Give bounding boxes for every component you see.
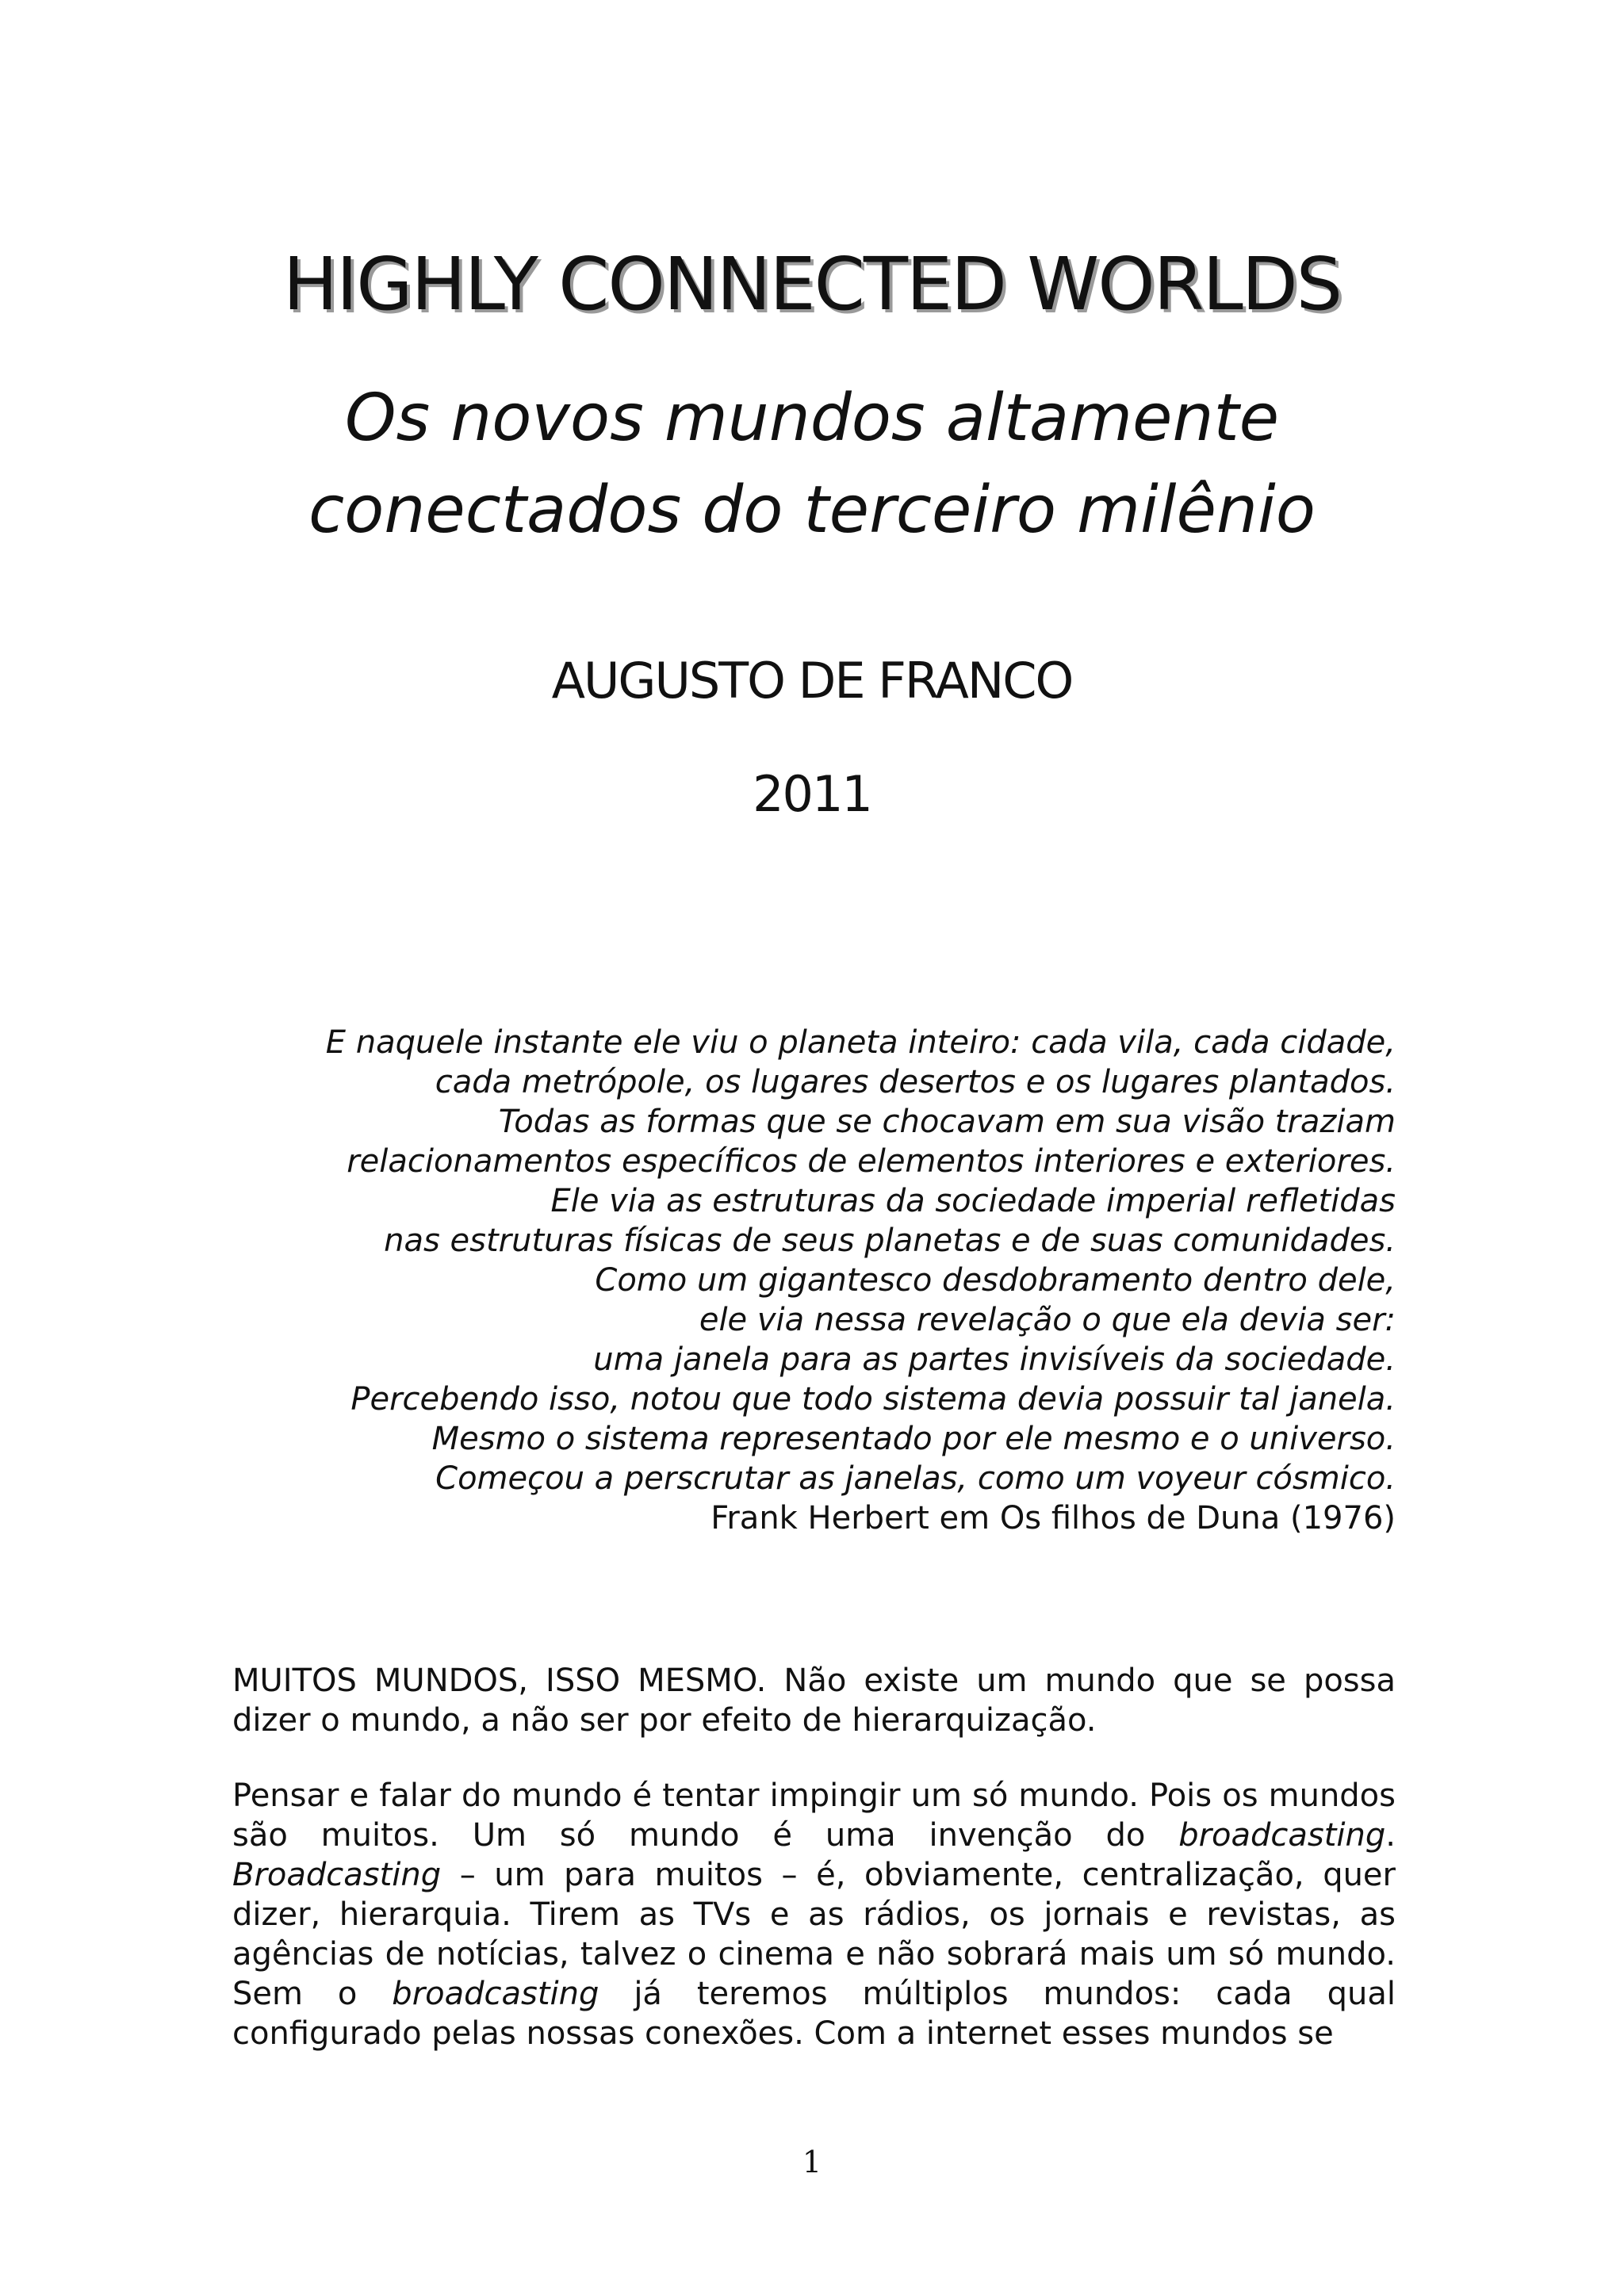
epigraph-line: Percebendo isso, notou que todo sistema devia possuir tal janela.: [350, 1381, 1396, 1418]
epigraph-line: ele via nessa revelação o que ela devia ser:: [699, 1302, 1396, 1338]
emphasis-broadcasting: Broadcasting: [232, 1857, 442, 1893]
epigraph: [230, 1023, 1396, 1538]
epigraph-line: Como um gigantesco desdobramento dentro dele,: [595, 1262, 1396, 1299]
paragraph-text: já teremos múltiplos mundos: cada qual configurado pelas nossas conexões. Com a internet esses mundos se: [232, 1976, 1396, 2052]
publication-year: 2011: [753, 765, 871, 823]
epigraph-line: Todas as formas que se chocavam em sua visão traziam: [498, 1104, 1396, 1140]
paragraph-text: .: [1385, 1817, 1396, 1854]
paragraph-text: – um para muitos – é, obviamente, centralização, quer dizer, hierarquia. Tirem as TVs e as rádios, os jornais e revistas, as agências de notícias, talvez o cinema e não sobrará mais um só mundo. Sem o: [232, 1857, 1396, 2012]
epigraph-attribution: Frank Herbert em Os filhos de Duna (1976): [710, 1500, 1396, 1536]
epigraph-line: relacionamentos específicos de elementos interiores e exteriores.: [347, 1143, 1396, 1180]
paragraph-text: Pensar e falar do mundo é tentar impingir um só mundo. Pois os mundos são muitos. Um só mundo é uma invenção do: [232, 1777, 1396, 1854]
epigraph-line: uma janela para as partes invisíveis da sociedade.: [593, 1341, 1396, 1378]
body-paragraph-1: MUITOS MUNDOS, ISSO MESMO. Não existe um mundo que se possa dizer o mundo, a não ser por efeito de hierarquização.: [232, 1663, 1396, 1739]
subtitle-line-2: conectados do terceiro milênio: [308, 473, 1316, 548]
subtitle-line-1: Os novos mundos altamente: [344, 381, 1280, 456]
emphasis-broadcasting: broadcasting: [392, 1976, 599, 2012]
epigraph-line: Ele via as estruturas da sociedade imperial refletidas: [550, 1183, 1396, 1219]
document-subtitle: [0, 373, 1624, 557]
epigraph-line: Começou a perscrutar as janelas, como um voyeur cósmico.: [435, 1460, 1396, 1497]
epigraph-line: nas estruturas físicas de seus planetas e de suas comunidades.: [384, 1223, 1396, 1259]
epigraph-line: cada metrópole, os lugares desertos e os lugares plantados.: [435, 1064, 1396, 1100]
emphasis-broadcasting: broadcasting: [1178, 1817, 1386, 1854]
epigraph-line: Mesmo o sistema representado por ele mesmo e o universo.: [431, 1421, 1396, 1457]
author-name: AUGUSTO DE FRANCO: [551, 652, 1073, 710]
document-title: HIGHLY CONNECTED WORLDS: [282, 242, 1342, 327]
body-paragraph-2: [232, 1776, 1396, 2053]
epigraph-line: E naquele instante ele viu o planeta inteiro: cada vila, cada cidade,: [325, 1024, 1396, 1061]
page-number: 1: [802, 2145, 822, 2179]
